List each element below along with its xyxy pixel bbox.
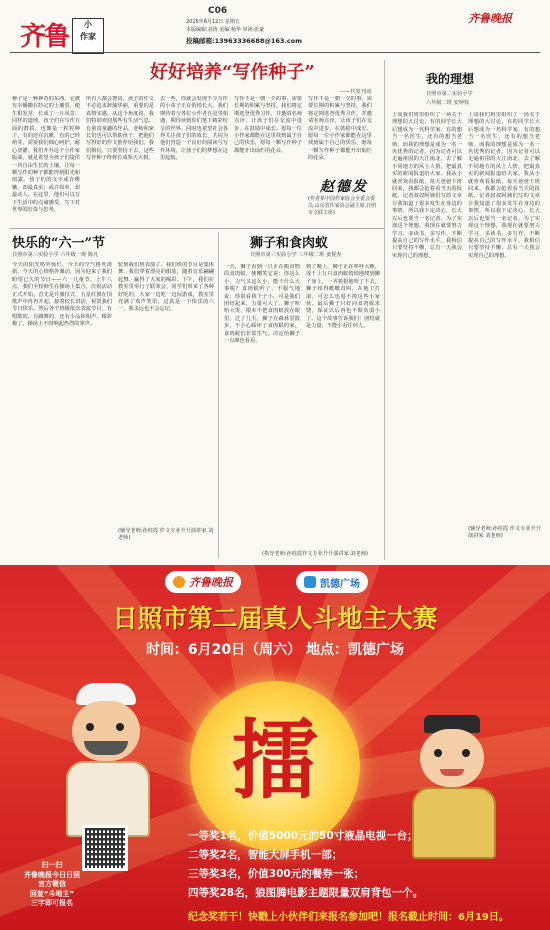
editor-line: 本版编辑:刘涛 美编:杨华 审读:张豪 bbox=[186, 27, 265, 33]
feature-col-5: 写作不是一朝一夕的事，需要长期的积累与坚持。我们将定期选登优秀习作，并邀请名师点评，让孩子们在交流中进步，在鼓励中成长。愿每一位小作家都能在这里找到属于自己的快乐，愿每一颗写作种子都能开出灿烂的花朵。 bbox=[308, 96, 372, 162]
qr-line-3: 官方微信 bbox=[38, 880, 66, 888]
ad-subtitle: 时间：6月20日（周六） 地点：凯德广场 bbox=[145, 642, 405, 658]
feature-author: ——代发刊词 bbox=[340, 89, 372, 95]
happy-col-2: 轮到我们班表演了，我们班的节目是集体舞。我们穿着漂亮的服装，随着音乐翩翩起舞，赢得了大家的喝彩。下午，我们在教室里举行了联欢会，同学们带来了各种好吃的，大家一边吃一边玩游戏，教室里充满了欢声笑语。这真是一个快乐的六一，我永远也不会忘记。 bbox=[118, 262, 214, 313]
brand-corner: 齐鲁晚报 bbox=[468, 12, 512, 25]
ad-brand-right bbox=[296, 571, 368, 593]
divider-right-column bbox=[384, 60, 385, 560]
signature-caption: (作者系中国作家协会全委会委员,山东省作家协会副主席,日照市文联主席) bbox=[308, 196, 377, 216]
qr-line-1: 扫一扫 bbox=[41, 861, 63, 869]
ad-brand-left bbox=[165, 571, 241, 593]
happy-credit: (辅导老师:孙桂霞 作文专业升升演讲家 刘老师) bbox=[118, 528, 214, 541]
column-logo-text: 齐鲁 bbox=[20, 22, 69, 52]
cartoon-character-left bbox=[58, 683, 154, 833]
divider-middle bbox=[218, 232, 219, 558]
prize-list bbox=[188, 827, 528, 903]
email-label: 投稿邮箱: bbox=[186, 37, 215, 45]
column-name-line1: 小 bbox=[84, 20, 92, 29]
ideal-title: 我的理想 bbox=[426, 72, 475, 86]
mall-logo-icon bbox=[304, 576, 316, 588]
lion-title: 狮子和食肉蚁 bbox=[250, 236, 329, 251]
column-logo bbox=[20, 14, 100, 64]
prize-3: 三等奖3名，价值300元的餐券一张； bbox=[188, 868, 365, 880]
email-line bbox=[186, 36, 302, 45]
ad-brand-left-text: 齐鲁晚报 bbox=[189, 576, 233, 589]
column-name-box bbox=[72, 18, 104, 54]
signature: 赵德发 bbox=[320, 179, 368, 195]
ad-arena-seal bbox=[190, 681, 360, 851]
qr-line-5: 三字即可报名 bbox=[31, 899, 73, 907]
happy-title: 快乐的“六一”节 bbox=[12, 236, 105, 251]
header-rule bbox=[10, 52, 540, 53]
ad-title: 日照市第二届真人斗地主大赛 bbox=[112, 604, 438, 633]
lion-col-1: 一天，狮子看到一只正在搬食物的食肉蚁，便嘲笑它说：你这么小，力气又这么小，能干什么大事呢？食肉蚁听了，不服气地说：你别看我个子小，可是我们团结起来，力量可大了。狮子哈哈大笑，根本不把食肉蚁放在眼里。过了几天，狮子在森林里散步，不小心踩坏了食肉蚁的家。食肉蚁们非常生气，决定给狮子一点颜色看看。 bbox=[224, 264, 300, 345]
masthead bbox=[10, 6, 540, 64]
happy-col-1: 今天的阳光格外灿烂，今天的空气格外清新，今天的心情格外激动，因为迎来了我们盼望已久的节日——六一儿童节。上午八点，我们全校师生在操场上集合，庆祝活动正式开始。首先是升旗仪式，五星红旗在国歌声中冉冉升起。接着校长讲话，祝贺我们节日快乐。然后各个班级依次表演节目，有唱歌的，有跳舞的，还有小品和相声，精彩极了，操场上不时响起热烈的掌声。 bbox=[12, 262, 112, 328]
feature-headline: 好好培养“写作种子” bbox=[150, 62, 315, 83]
lion-col-2: 到了晚上，狮子正在呼呼大睡，成千上万只食肉蚁悄悄地爬到狮子身上，一齐狠狠地咬了下去。狮子疼得嗷嗷直叫，在地上打滚，可怎么也甩不掉这些小家伙。最后狮子只好向食肉蚁求饶，保证以后再也不欺负弱小了。这个故事告诉我们：团结就是力量，不能小看任何人。 bbox=[306, 264, 380, 330]
qr-line-4: 回复“斗地主” bbox=[29, 889, 75, 898]
prize-2: 二等奖2名，智能大屏手机一部； bbox=[188, 849, 343, 861]
ad-footer: 纪念奖若干！快戳上小伙伴们来报名参加吧！报名截止时间：6月19日。 bbox=[188, 912, 509, 923]
ideal-credit: (辅导老师:孙桂霞 作文专业升升演讲家 刘老师) bbox=[468, 526, 541, 539]
lion-credit: (指导老师:孙桂霞作文专业升升演讲家 刘老师) bbox=[262, 551, 369, 557]
column-name-line2: 作家 bbox=[80, 32, 96, 41]
feature-col-4: 写作不是一朝一夕的事，需要长期的积累与坚持。我们将定期选登优秀习作，并邀请名师点评，让孩子们在交流中进步，在鼓励中成长。愿每一位小作家都能在这里找到属于自己的快乐，愿每一颗写作种子都能开出灿烂的花朵。 bbox=[234, 96, 302, 154]
ideal-school: 日照市第二实验小学 bbox=[426, 91, 473, 97]
ideal-col-2: 上周我们班里组织了一场关于理想的大讨论。有的同学长大后想成为一名科学家，有的想当一名医生，还有的想当老师。而我的理想是成为一名一名优秀的记者。因为记者可以走遍祖国的大江南北，去了解不同地方的风土人情，把最真实的新闻报道给大家。我从小就喜欢看报纸，每天爸爸下班回来，我都会抢着看当天的报纸。记者叔叔阿姨们写的文章让我知道了很多发生在身边的事情。所以我下定决心，长大以后也要当一名记者。为了实现这个理想，我现在就要努力学习，多读书，多写作，不断提高自己的写作水平。我相信只要坚持不懈，总有一天我会实现自己的理想。 bbox=[468, 112, 540, 259]
email-address[interactable]: 13963336688@163.com bbox=[214, 37, 302, 45]
qr-caption bbox=[22, 861, 82, 909]
lion-byline: 日照市第三实验小学 三年级二班 姜悦杰 bbox=[250, 252, 342, 258]
ideal-byline: 六年级二班 安钟钦 bbox=[426, 100, 470, 106]
mid-rule bbox=[10, 228, 384, 229]
prize-4: 四等奖28名，狼图腾电影主题限量双肩背包一个。 bbox=[188, 887, 424, 899]
brand-sun-icon bbox=[173, 576, 185, 588]
feature-col-1: 种子是一种神奇的东西。它被有幸播撒在特定的土壤里，便生根发芽，长成了一片风景。同样的道理，孩子们在写作方面的潜质，也像是一粒粒种子，有的还在沉睡，有的已经萌芽，需要我们细心呵护，耐心浇灌。我们开办这个小作家版面，就是希望为孩子们提供一块自由生长的土壤，让每一颗写作的种子都能得到阳光和雨露。孩子们的文字或许稚嫩，却最真实；或许简单，却最动人。在这里，他们可以写下生活中的点滴感受，写下对世界的好奇与思考。 bbox=[12, 96, 80, 214]
page-number: C06 bbox=[208, 6, 228, 16]
ad-arena-char: 擂 bbox=[232, 710, 318, 811]
qr-code[interactable] bbox=[82, 825, 128, 871]
date-line: 2015年6月12日 星期五 bbox=[186, 19, 240, 25]
qr-line-2: 齐鲁晚报今日日照 bbox=[24, 870, 80, 879]
ad-brand-right-text: 凯德广场 bbox=[320, 578, 360, 590]
prize-1: 一等奖1名，价值5000元的50寸液晶电视一台； bbox=[188, 830, 418, 842]
advertisement bbox=[0, 565, 550, 930]
happy-byline: 日照市第三实验小学 六年级一班 陈凡 bbox=[12, 252, 99, 258]
ideal-col-1: 上周我们班里组织了一场关于理想的大讨论。有的同学长大后想成为一名科学家，有的想当一名医生，还有的想当老师。而我的理想是成为一名一名优秀的记者。因为记者可以走遍祖国的大江南北，去了解不同地方的风土人情，把最真实的新闻报道给大家。我从小就喜欢看报纸，每天爸爸下班回来，我都会抢着看当天的报纸。记者叔叔阿姨们写的文章让我知道了很多发生在身边的事情。所以我下定决心，长大以后也要当一名记者。为了实现这个理想，我现在就要努力学习，多读书，多写作，不断提高自己的写作水平。我相信只要坚持不懈，总有一天我会实现自己的理想。 bbox=[392, 112, 462, 259]
feature-col-3: 去一些，你就会发现不少写作的小苗子正在悄悄长大。我们期待着与各位小作者在这里相遇，期待读到你们笔下精彩纷呈的世界。同时也希望社会各界关注孩子们的成长，共同为他们营造一个良好的阅读与写作环境，让孩子们的梦想在这里起航。 bbox=[160, 96, 228, 162]
feature-col-2: 所有人都会赞同，孩子的作文不必追求辞藻华丽，重要的是真情实感。从这个角度说，我们特别欢迎那些有生活气息、有童真童趣的作品。老师和家长们也可以帮助孩子，把他们写得好的作文推荐给我们。我们相信，只要坚持下去，这些写作种子终将长成参天大树。 bbox=[86, 96, 154, 162]
